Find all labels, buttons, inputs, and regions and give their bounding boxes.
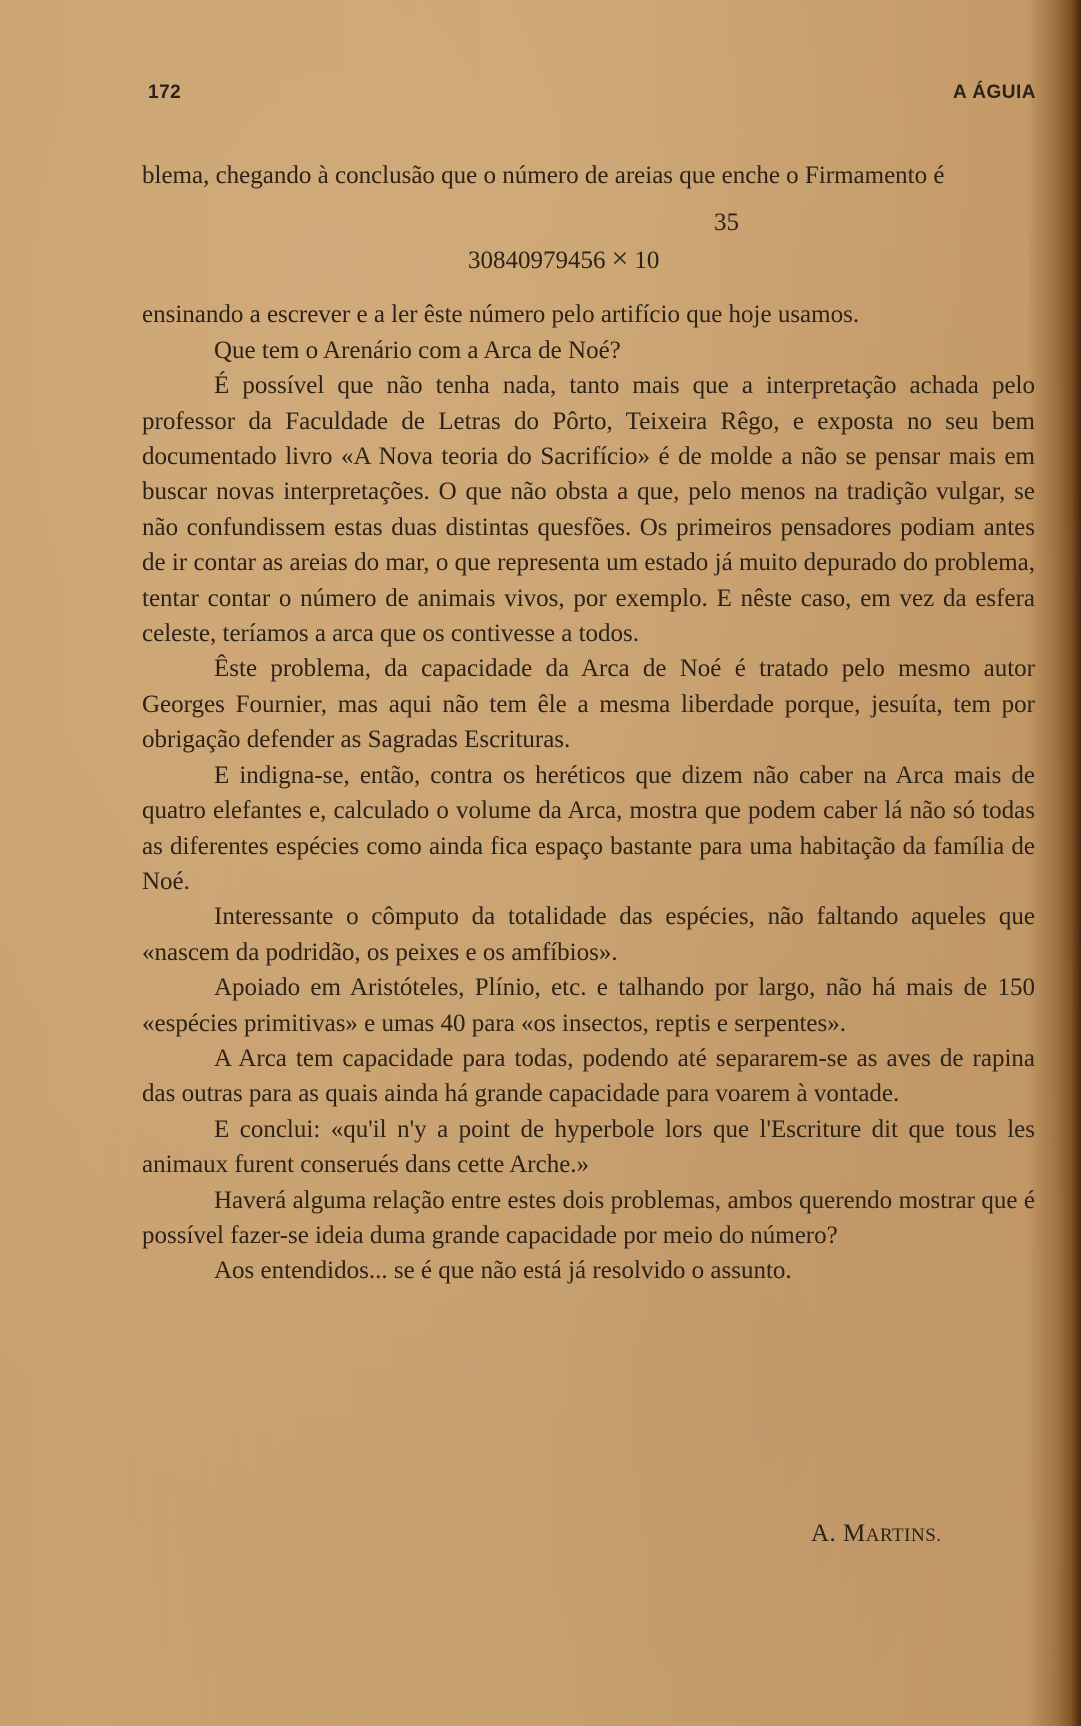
paragraph: Êste problema, da capacidade da Arca de Noé é tratado pelo mesmo autor Georges Fournier, mas aqui não tem êle a mesma liberdade porque, jesuíta, tem por obrigação defender as Sagradas Escrituras. [142,655,1035,754]
paragraph: Apoiado em Aristóteles, Plínio, etc. e talhando por largo, não há mais de 150 «espécies primitivas» e umas 40 para «os insectos, reptis e serpentes». [142,974,1035,1037]
author-signature [811,1520,942,1548]
paragraph: A Arca tem capacidade para todas, podendo até separarem-se as aves de rapina das outras para as quais ainda há grande capacidade para voarem à vontade. [142,1044,1035,1108]
paragraph: É possível que não tenha nada, tanto mais que a interpretação achada pelo professor da Faculdade de Letras do Pôrto, Teixeira Rêgo, e exposta no seu bem documentado livro «A Nova teoria do Sacrifício» é de molde a não se pensar mais em buscar novas interpretações. O que não obsta a que, pelo menos na tradição vulgar, se não confundissem estas duas distintas quesfões. Os primeiros pensadores podiam antes de ir contar as areias do mar, o que representa um estado já muito depurado do problema, tentar contar o número de animais vivos, por exemplo. E nêste caso, em vez da esfera celeste, teríamos a arca que os contivesse a todos. [142,372,1035,648]
formula-power-base: 10 [634,247,660,275]
paragraph: Interessante o cômputo da totalidade das espécies, não faltando aqueles que «nascem da podridão, os peixes e os amfíbios». [142,903,1035,966]
page-header [148,82,1036,106]
article-body [142,158,1035,1289]
running-title: A ÁGUIA [952,82,1036,103]
page-number: 172 [148,82,182,103]
formula-exponent: 35 [714,209,739,237]
paragraph: Haverá alguma relação entre estes dois problemas, ambos querendo mostrar que é possível fazer-se ideia duma grande capacidade por meio do número? [142,1186,1035,1249]
paragraph: Que tem o Arenário com a Arca de Noé? [214,336,621,364]
paragraph: Aos entendidos... se é que não está já resolvido o assunto. [214,1257,792,1285]
paragraph: E conclui: «qu'il n'y a point de hyperbole lors que l'Escriture dit que tous les animaux furent conserués dans cette Arche.» [142,1115,1035,1179]
paragraph: ensinando a escrever e a ler êste número pelo artifício que hoje usamos. [142,301,860,329]
formula-mantissa: 30840979456 [468,247,606,275]
signature-initial: A. M [811,1520,866,1547]
times-symbol: × [611,242,629,276]
formula-base-line [468,243,659,278]
formula [142,193,1035,297]
signature-small-caps: ARTINS. [865,1525,942,1546]
page-edge-shadow [1059,0,1081,1726]
paragraph-continuation: blema, chegando à conclusão que o número de areias que enche o Firmamento é [142,162,945,189]
paragraph: E indigna-se, então, contra os heréticos que dizem não caber na Arca mais de quatro elefantes e, calculado o volume da Arca, mostra que podem caber lá não só todas as diferentes espécies como ainda fica espaço bastante para uma habitação da família de Noé. [142,761,1035,895]
